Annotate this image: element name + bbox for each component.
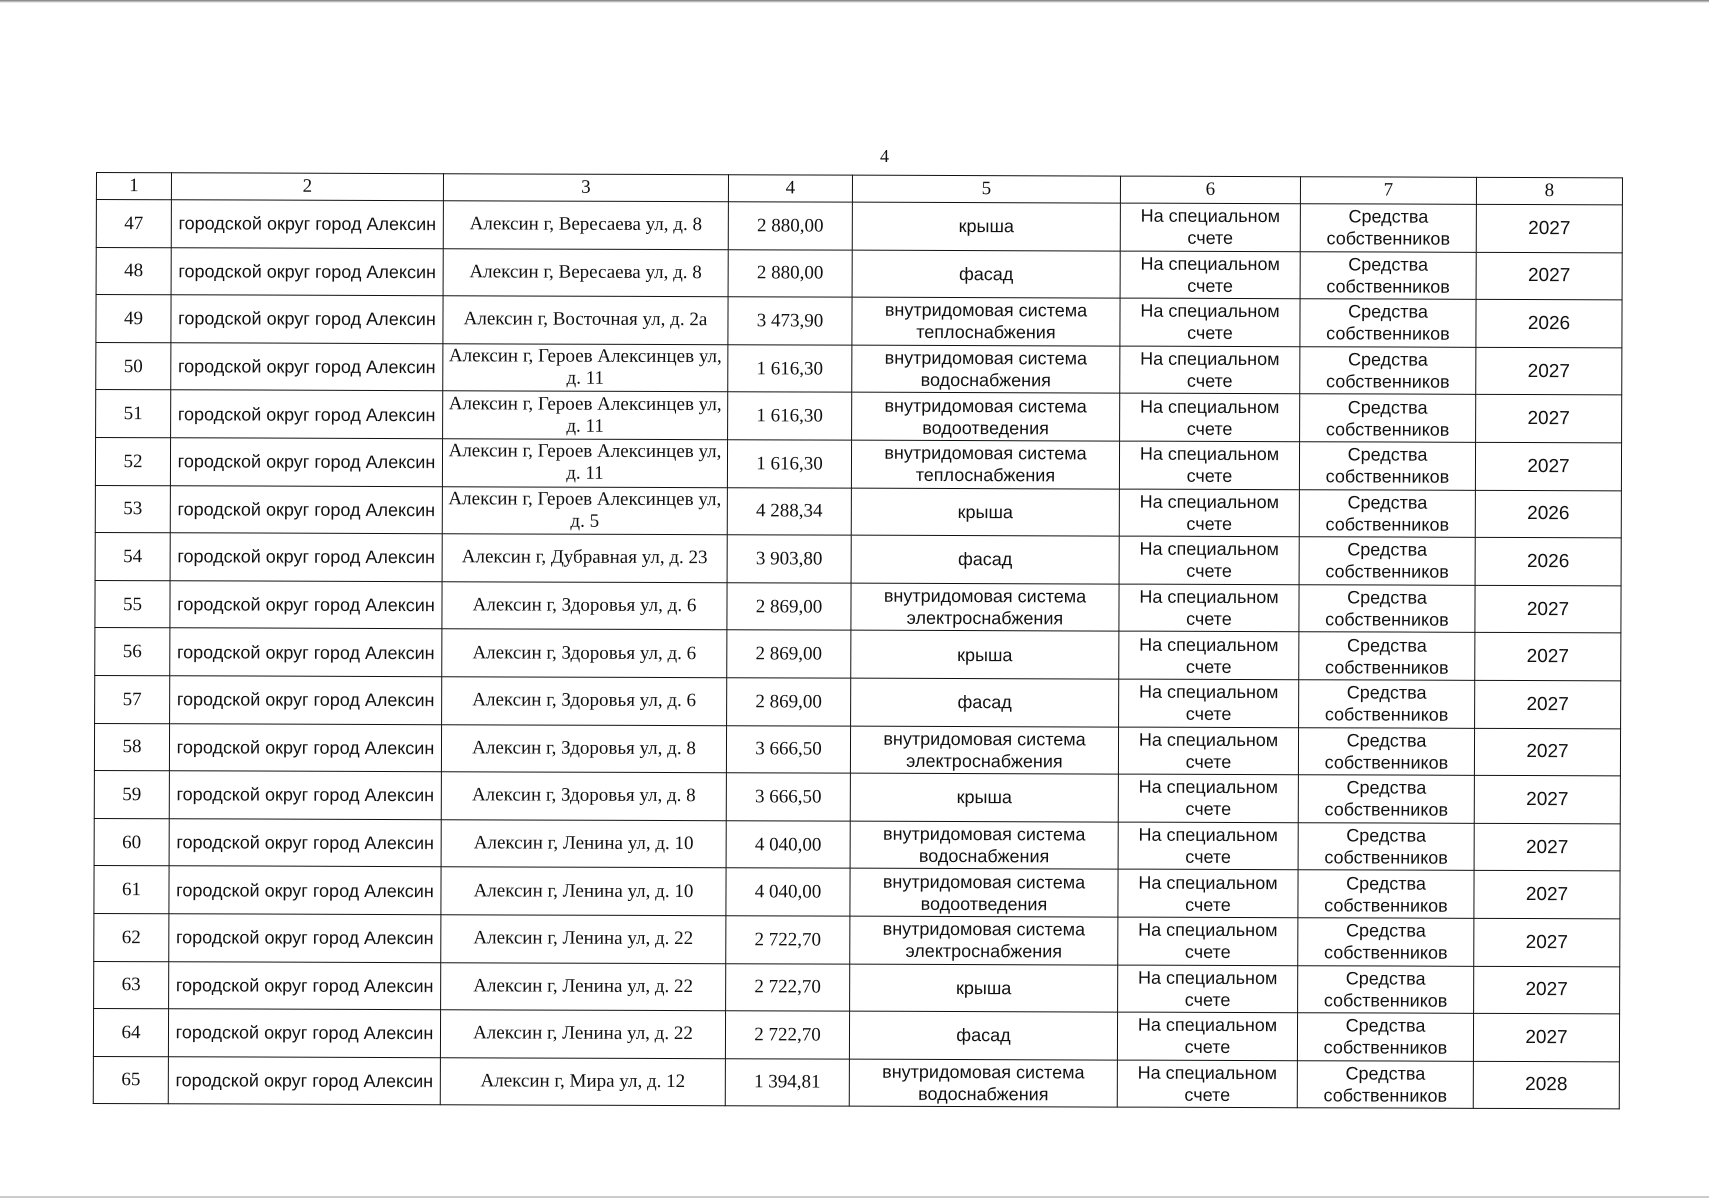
- area-cell: 2 722,70: [725, 1011, 849, 1059]
- area-cell: 4 288,34: [727, 487, 851, 535]
- municipality-cell: городской округ город Алексин: [170, 628, 442, 677]
- account-type-cell: На специальном счете: [1120, 393, 1300, 441]
- funding-source-cell: Средства собственников: [1300, 204, 1476, 252]
- table-row: [93, 1009, 1619, 1062]
- address-cell: Алексин г, Ленина ул, д. 10: [441, 819, 726, 868]
- work-type-cell: внутридомовая система теплоснабжения: [852, 297, 1120, 346]
- municipality-cell: городской округ город Алексин: [169, 866, 441, 915]
- year-cell: 2027: [1475, 633, 1621, 681]
- column-header: 6: [1120, 176, 1300, 204]
- table-row: [95, 628, 1621, 681]
- work-type-cell: крыша: [850, 964, 1118, 1013]
- year-cell: 2027: [1473, 1013, 1619, 1061]
- table-row: [96, 200, 1622, 253]
- table-row: [96, 390, 1622, 443]
- address-cell: Алексин г, Ленина ул, д. 10: [441, 867, 726, 916]
- row-number-cell: 56: [95, 628, 170, 676]
- area-cell: 1 616,30: [728, 344, 852, 392]
- table-row: [96, 295, 1622, 348]
- account-type-cell: На специальном счете: [1119, 536, 1299, 584]
- municipality-cell: городской округ город Алексин: [169, 771, 441, 820]
- year-cell: 2027: [1476, 204, 1622, 252]
- table-row: [94, 961, 1620, 1014]
- row-number-cell: 50: [96, 342, 171, 390]
- table-row: [96, 342, 1622, 395]
- year-cell: 2027: [1476, 252, 1622, 300]
- year-cell: 2027: [1475, 442, 1621, 490]
- row-number-cell: 47: [96, 200, 171, 248]
- municipality-cell: городской округ город Алексин: [170, 485, 442, 534]
- account-type-cell: На специальном счете: [1118, 917, 1298, 965]
- account-type-cell: На специальном счете: [1119, 489, 1299, 537]
- column-header: 8: [1476, 177, 1622, 205]
- funding-source-cell: Средства собственников: [1300, 394, 1476, 442]
- funding-source-cell: Средства собственников: [1297, 1060, 1473, 1108]
- column-header: 7: [1300, 177, 1476, 205]
- funding-source-cell: Средства собственников: [1300, 299, 1476, 347]
- work-type-cell: фасад: [849, 1011, 1117, 1060]
- account-type-cell: На специальном счете: [1119, 584, 1299, 632]
- row-number-cell: 55: [95, 580, 170, 628]
- table-row: [95, 533, 1621, 586]
- address-cell: Алексин г, Здоровья ул, д. 6: [442, 581, 727, 630]
- account-type-cell: На специальном счете: [1118, 727, 1298, 775]
- account-type-cell: На специальном счете: [1118, 822, 1298, 870]
- year-cell: 2027: [1476, 395, 1622, 443]
- municipality-cell: городской округ город Алексин: [171, 200, 443, 249]
- row-number-cell: 61: [94, 866, 169, 914]
- area-cell: 2 880,00: [728, 202, 852, 250]
- work-type-cell: внутридомовая система водоотведения: [850, 868, 1118, 917]
- address-cell: Алексин г, Мира ул, д. 12: [440, 1057, 725, 1106]
- column-header: 1: [96, 173, 171, 200]
- funding-source-cell: Средства собственников: [1298, 870, 1474, 918]
- area-cell: 2 869,00: [727, 678, 851, 726]
- funding-source-cell: Средства собственников: [1299, 442, 1475, 490]
- work-type-cell: фасад: [852, 250, 1120, 299]
- table-row: [94, 913, 1620, 966]
- row-number-cell: 63: [94, 961, 169, 1009]
- area-cell: 4 040,00: [726, 868, 850, 916]
- row-number-cell: 62: [94, 913, 169, 961]
- year-cell: 2028: [1473, 1061, 1619, 1109]
- account-type-cell: На специальном счете: [1120, 346, 1300, 394]
- table-row: [95, 437, 1621, 490]
- row-number-cell: 49: [96, 295, 171, 343]
- scan-edge-top: [0, 0, 1709, 3]
- address-cell: Алексин г, Ленина ул, д. 22: [440, 1010, 725, 1059]
- address-cell: Алексин г, Ленина ул, д. 22: [441, 962, 726, 1011]
- municipality-cell: городской округ город Алексин: [171, 390, 443, 439]
- municipality-cell: городской округ город Алексин: [168, 1056, 440, 1105]
- work-type-cell: крыша: [851, 630, 1119, 679]
- municipality-cell: городской округ город Алексин: [169, 961, 441, 1010]
- year-cell: 2027: [1475, 585, 1621, 633]
- table-row: [94, 866, 1620, 919]
- work-type-cell: внутридомовая система электроснабжения: [850, 916, 1118, 965]
- work-type-cell: крыша: [851, 488, 1119, 537]
- repair-register-table: [93, 172, 1623, 1110]
- area-cell: 2 880,00: [728, 249, 852, 297]
- funding-source-cell: Средства собственников: [1299, 584, 1475, 632]
- table-row: [94, 818, 1620, 871]
- work-type-cell: фасад: [851, 535, 1119, 584]
- address-cell: Алексин г, Героев Алексинцев ул, д. 5: [442, 486, 727, 535]
- municipality-cell: городской округ город Алексин: [168, 1009, 440, 1058]
- table-row: [94, 771, 1620, 824]
- municipality-cell: городской округ город Алексин: [170, 581, 442, 630]
- account-type-cell: На специальном счете: [1119, 631, 1299, 679]
- row-number-cell: 57: [95, 675, 170, 723]
- area-cell: 1 616,30: [727, 440, 851, 488]
- account-type-cell: На специальном счете: [1117, 1060, 1297, 1108]
- work-type-cell: крыша: [852, 202, 1120, 251]
- address-cell: Алексин г, Дубравная ул, д. 23: [442, 534, 727, 583]
- area-cell: 1 616,30: [728, 392, 852, 440]
- funding-source-cell: Средства собственников: [1299, 632, 1475, 680]
- funding-source-cell: Средства собственников: [1298, 775, 1474, 823]
- work-type-cell: внутридомовая система теплоснабжения: [851, 440, 1119, 489]
- area-cell: 4 040,00: [726, 820, 850, 868]
- address-cell: Алексин г, Здоровья ул, д. 8: [441, 772, 726, 821]
- municipality-cell: городской округ город Алексин: [171, 247, 443, 296]
- area-cell: 2 722,70: [726, 916, 850, 964]
- year-cell: 2027: [1474, 775, 1620, 823]
- table-row: [95, 580, 1621, 633]
- year-cell: 2027: [1476, 347, 1622, 395]
- row-number-cell: 58: [94, 723, 169, 771]
- column-header: 3: [443, 174, 728, 202]
- municipality-cell: городской округ город Алексин: [169, 723, 441, 772]
- row-number-cell: 53: [95, 485, 170, 533]
- scan-edge-bottom: [0, 1196, 1709, 1198]
- municipality-cell: городской округ город Алексин: [169, 818, 441, 867]
- row-number-cell: 51: [96, 390, 171, 438]
- page-number: 4: [880, 146, 889, 166]
- address-cell: Алексин г, Героев Алексинцев ул, д. 11: [443, 391, 728, 440]
- funding-source-cell: Средства собственников: [1300, 346, 1476, 394]
- funding-source-cell: Средства собственников: [1299, 489, 1475, 537]
- address-cell: Алексин г, Здоровья ул, д. 8: [441, 724, 726, 773]
- address-cell: Алексин г, Вересаева ул, д. 8: [443, 248, 728, 297]
- row-number-cell: 64: [93, 1009, 168, 1057]
- work-type-cell: крыша: [850, 773, 1118, 822]
- column-header: 5: [852, 175, 1120, 203]
- year-cell: 2027: [1474, 966, 1620, 1014]
- area-cell: 3 473,90: [728, 297, 852, 345]
- address-cell: Алексин г, Ленина ул, д. 22: [441, 915, 726, 964]
- column-header: 4: [728, 175, 852, 202]
- area-cell: 2 869,00: [727, 630, 851, 678]
- account-type-cell: На специальном счете: [1117, 1012, 1297, 1060]
- year-cell: 2026: [1475, 537, 1621, 585]
- funding-source-cell: Средства собственников: [1299, 537, 1475, 585]
- funding-source-cell: Средства собственников: [1298, 727, 1474, 775]
- account-type-cell: На специальном счете: [1118, 869, 1298, 917]
- account-type-cell: На специальном счете: [1118, 774, 1298, 822]
- funding-source-cell: Средства собственников: [1298, 965, 1474, 1013]
- year-cell: 2027: [1474, 728, 1620, 776]
- row-number-cell: 65: [93, 1056, 168, 1104]
- area-cell: 2 722,70: [726, 963, 850, 1011]
- table-body: [93, 200, 1622, 1110]
- municipality-cell: городской округ город Алексин: [170, 533, 442, 582]
- area-cell: 1 394,81: [725, 1058, 849, 1106]
- address-cell: Алексин г, Здоровья ул, д. 6: [442, 677, 727, 726]
- row-number-cell: 59: [94, 771, 169, 819]
- funding-source-cell: Средства собственников: [1299, 680, 1475, 728]
- row-number-cell: 60: [94, 818, 169, 866]
- account-type-cell: На специальном счете: [1120, 298, 1300, 346]
- table-row: [94, 723, 1620, 776]
- municipality-cell: городской округ город Алексин: [171, 295, 443, 344]
- account-type-cell: На специальном счете: [1119, 441, 1299, 489]
- work-type-cell: внутридомовая система водоснабжения: [849, 1059, 1117, 1108]
- funding-source-cell: Средства собственников: [1298, 918, 1474, 966]
- area-cell: 3 666,50: [726, 773, 850, 821]
- row-number-cell: 52: [95, 437, 170, 485]
- work-type-cell: внутридомовая система водоотведения: [852, 393, 1120, 442]
- address-cell: Алексин г, Героев Алексинцев ул, д. 11: [442, 439, 727, 488]
- address-cell: Алексин г, Здоровья ул, д. 6: [442, 629, 727, 678]
- area-cell: 3 666,50: [726, 725, 850, 773]
- table-row: [96, 247, 1622, 300]
- municipality-cell: городской округ город Алексин: [169, 914, 441, 963]
- table-row: [93, 1056, 1619, 1109]
- row-number-cell: 54: [95, 533, 170, 581]
- column-header: 2: [171, 173, 443, 201]
- municipality-cell: городской округ город Алексин: [170, 676, 442, 725]
- account-type-cell: На специальном счете: [1120, 251, 1300, 299]
- funding-source-cell: Средства собственников: [1300, 251, 1476, 299]
- area-cell: 3 903,80: [727, 535, 851, 583]
- account-type-cell: На специальном счете: [1120, 203, 1300, 251]
- account-type-cell: На специальном счете: [1119, 679, 1299, 727]
- year-cell: 2027: [1475, 680, 1621, 728]
- year-cell: 2027: [1474, 823, 1620, 871]
- row-number-cell: 48: [96, 247, 171, 295]
- year-cell: 2026: [1476, 300, 1622, 348]
- municipality-cell: городской округ город Алексин: [170, 438, 442, 487]
- address-cell: Алексин г, Восточная ул, д. 2а: [443, 296, 728, 345]
- table-row: [95, 485, 1621, 538]
- account-type-cell: На специальном счете: [1118, 965, 1298, 1013]
- table-row: [95, 675, 1621, 728]
- year-cell: 2027: [1474, 871, 1620, 919]
- address-cell: Алексин г, Вересаева ул, д. 8: [443, 201, 728, 250]
- municipality-cell: городской округ город Алексин: [171, 343, 443, 392]
- year-cell: 2026: [1475, 490, 1621, 538]
- funding-source-cell: Средства собственников: [1298, 822, 1474, 870]
- year-cell: 2027: [1474, 918, 1620, 966]
- work-type-cell: внутридомовая система электроснабжения: [850, 726, 1118, 775]
- work-type-cell: внутридомовая система водоснабжения: [852, 345, 1120, 394]
- work-type-cell: внутридомовая система электроснабжения: [851, 583, 1119, 632]
- area-cell: 2 869,00: [727, 582, 851, 630]
- work-type-cell: внутридомовая система водоснабжения: [850, 821, 1118, 870]
- address-cell: Алексин г, Героев Алексинцев ул, д. 11: [443, 343, 728, 392]
- work-type-cell: фасад: [851, 678, 1119, 727]
- funding-source-cell: Средства собственников: [1297, 1013, 1473, 1061]
